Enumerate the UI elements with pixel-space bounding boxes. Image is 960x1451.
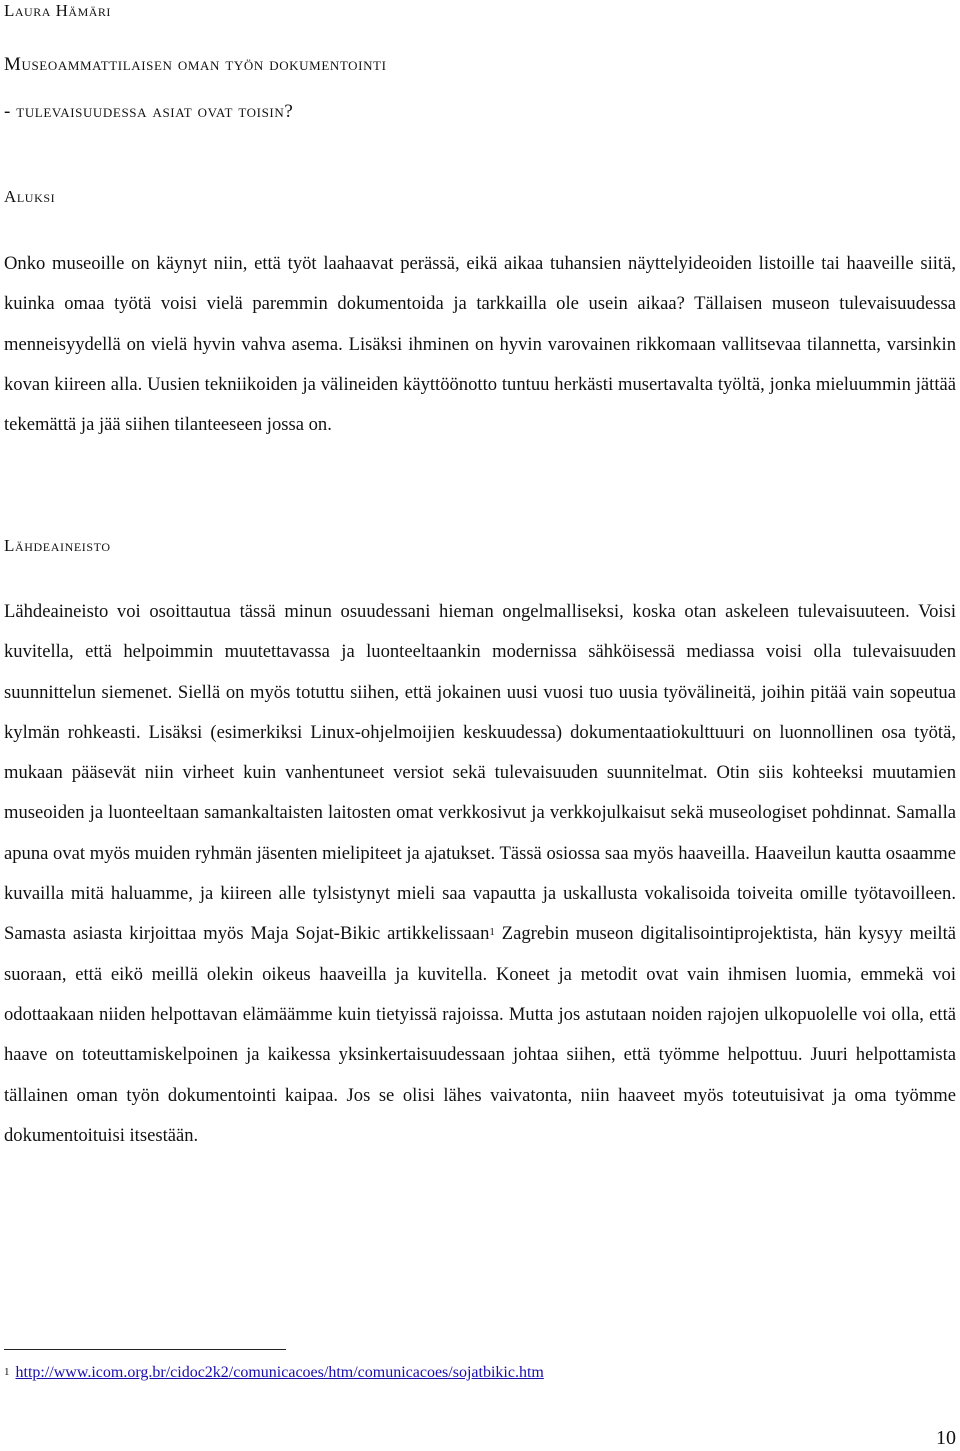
section-heading-lahdeaineisto: Lähdeaineisto: [4, 536, 111, 555]
footnote-reference[interactable]: 1: [489, 926, 495, 939]
author-name: Laura Hämäri: [4, 1, 111, 20]
footnote: [4, 1362, 544, 1384]
paragraph-aluksi: Onko museoille on käynyt niin, että työt laahaavat perässä, eikä aikaa tuhansien näyttelyideoiden listoille tai haaveille siitä, kuinka omaa työtä voisi vielä paremmin dokumentoida ja tarkkailla ole usein aikaa? Tällaisen museon tulevaisuudessa menneisyydellä on vielä hyvin vahva asema. Lisäksi ihminen on hyvin varovainen rikkomaan vallitsevaa tilannetta, varsinkin kovan kiireen alla. Uusien tekniikoiden ja välineiden käyttöönotto tuntuu herkästi musertavalta työltä, jonka mieluummin jättää tekemättä ja jää siihen tilanteeseen jossa on.: [4, 253, 956, 436]
paragraph-text-part-1: Lähdeaineisto voi osoittautua tässä minun osuudessani hieman ongelmalliseksi, koska otan askeleen tulevaisuuteen. Voisi kuvitella, että helpoimmin muutettavassa ja luonteeltaankin modernissa sähköisessä mediassa voisi olla tulevaisuuden suunnittelun siemenet. Siellä on myös totuttu siihen, että jokainen uusi vuosi tuo uusia työvälineitä, joihin pitää vain sopeutua kylmän rohkeasti. Lisäksi (esimerkiksi Linux-ohjelmoijien keskuudessa) dokumentaatiokulttuuri on luonnollinen osa työtä, mukaan pääsevät niin virheet kuin vanhentuneet versiot sekä tulevaisuuden suunnitelmat. Otin siis kohteeksi muutamien museoiden ja luonteeltaan samankaltaisten laitosten omat verkkosivut ja verkkojulkaisut sekä museologiset pohdinnat. Samalla apuna ovat myös muiden ryhmän jäsenten mielipiteet ja ajatukset. Tässä osiossa saa myös haaveilla. Haaveilun kautta osaamme kuvailla mitä haluamme, ja kiireen alle tylsistynyt mieli saa vapautta ja uskallusta vokalisoida toiveita omille työtavoilleen. Samasta asiasta kirjoittaa myös Maja Sojat-Bikic artikkelissaan: [4, 601, 956, 945]
document-title-line-1: Museoammattilaisen oman työn dokumentointi: [4, 54, 387, 75]
footnote-separator: [4, 1349, 286, 1350]
paragraph-lahdeaineisto: [4, 592, 956, 1156]
footnote-link[interactable]: http://www.icom.org.br/cidoc2k2/comunicacoes/htm/comunicacoes/sojatbikic.htm: [15, 1364, 544, 1381]
section-heading-aluksi: Aluksi: [4, 187, 56, 206]
page-number: 10: [936, 1427, 956, 1449]
document-title-line-2: - tulevaisuudessa asiat ovat toisin?: [4, 101, 294, 122]
paragraph-text-part-2: Zagrebin museon digitalisointiprojektista, hän kysyy meiltä suoraan, että eikö meillä olekin oikeus haaveilla ja kuvitella. Koneet ja metodit ovat vain ihmisen luomia, emmekä voi odottaakaan niiden helpottavan elämäämme kuin tietyissä rajoissa. Mutta jos astutaan noiden rajojen ulkopuolelle voi olla, että haave on toteuttamiskelpoinen ja kaikessa yksinkertaisuudessaan johtaa siihen, että työmme helpottuu. Juuri helpottamista tällainen oman työn dokumentointi kaipaa. Jos se olisi lähes vaivatonta, niin haaveet myös toteutuisivat ja oma työmme dokumentoituisi itsestään.: [4, 923, 956, 1146]
footnote-number: 1: [4, 1366, 10, 1378]
